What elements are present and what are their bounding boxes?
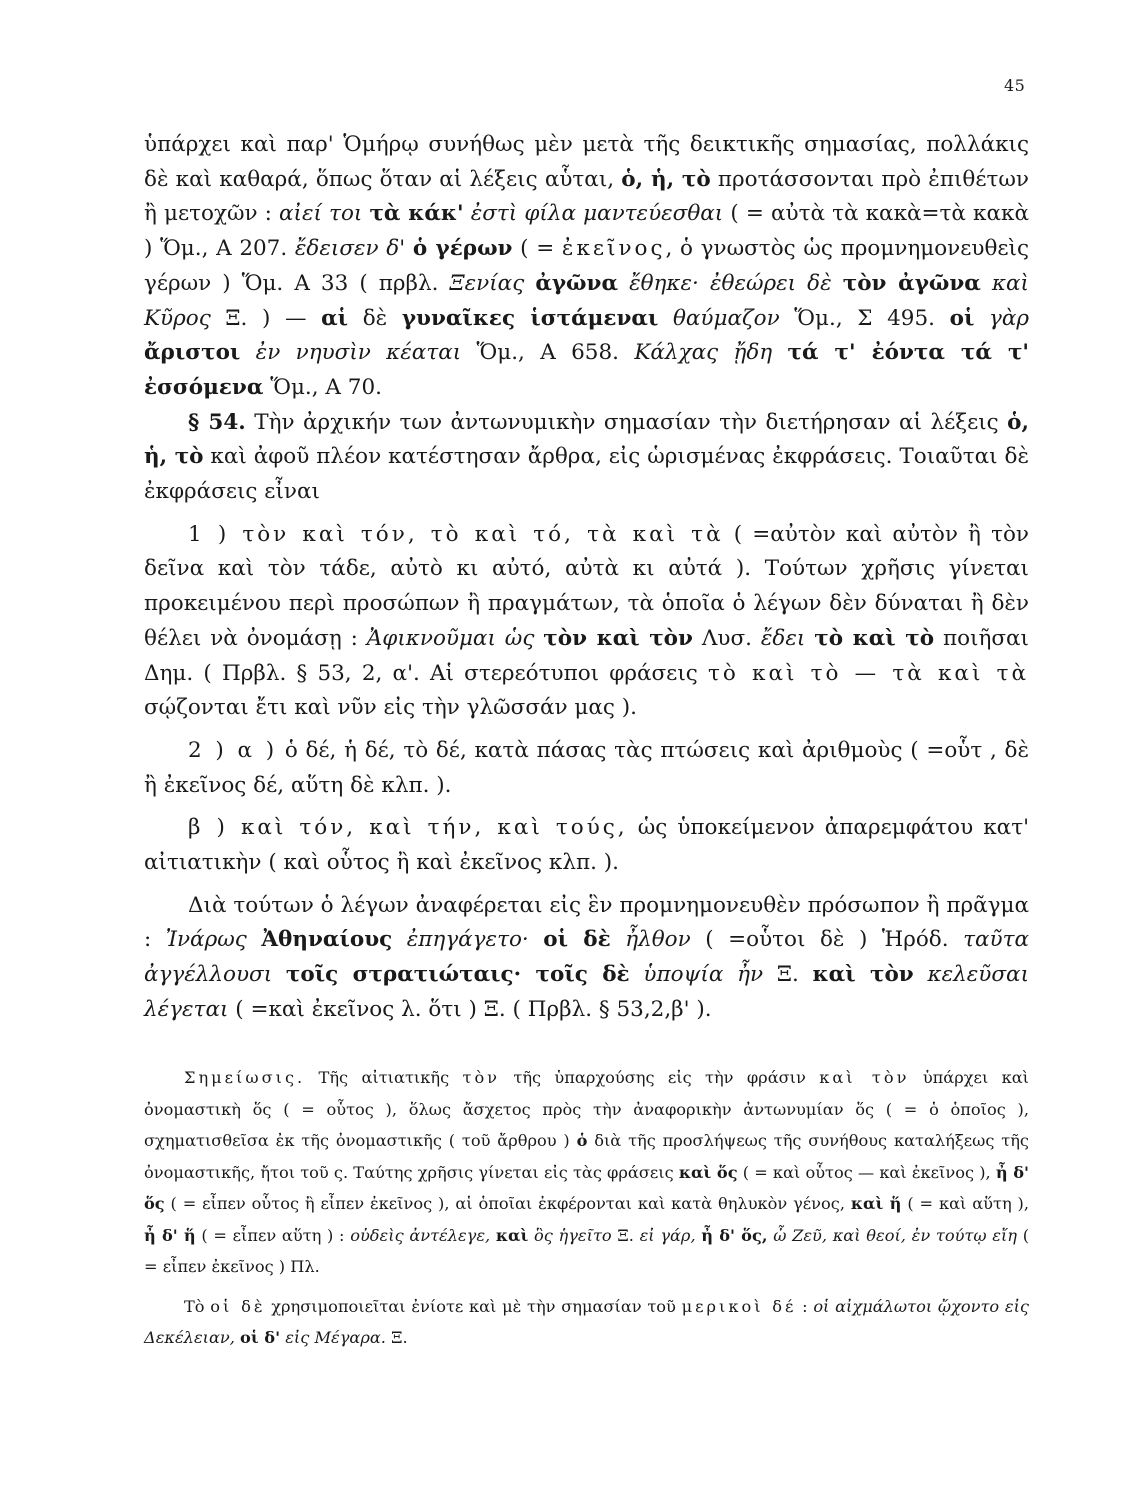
section-54-paragraph: § 54. Τὴν ἀρχικήν των ἀντωνυμικὴν σημασίαν τὴν διετήρησαν αἱ λέξεις ὁ, ἡ, τὸ καὶ ἀφοῦ πλέον κατέστησαν ἄρθρα, εἰς ὡρισμένας ἐκφράσεις. Τοιαῦται δὲ ἐκφράσεις εἶναι [144, 409, 1029, 505]
section-number: § 54. [188, 409, 246, 435]
item-2b-paragraph: β ) καὶ τόν, καὶ τήν, καὶ τούς, ὡς ὑποκείμενον ἀπαρεμφάτου κατ' αἰτιατικὴν ( καὶ οὗτος ἢ καὶ ἐκεῖνος κλπ. ). [144, 815, 1029, 876]
reference-paragraph: Διὰ τούτων ὁ λέγων ἀναφέρεται εἰς ἓν προμνημονευθὲν πρόσωπον ἢ πρᾶγμα : Ἰνάρως Ἀθηναίους ἐπηγάγετο· οἱ δὲ ἦλθον ( =οὗτοι δὲ ) Ἡρόδ. ταῦτα ἀγγέλλουσι τοῖς στρατιώταις· τοῖς δὲ ὑποψία ἦν Ξ. καὶ τὸν κελεῦσαι λέγεται ( =καὶ ἐκεῖνος λ. ὅτι ) Ξ. ( Πρβλ. § 53,2,β' ). [144, 892, 1030, 1022]
item-2a-paragraph: 2 ) α ) ὁ δέ, ἡ δέ, τὸ δέ, κατὰ πάσας τὰς πτώσεις καὶ ἀριθμοὺς ( =οὗτ , δὲ ἢ ἐκεῖνος δέ, αὕτη δὲ κλπ. ). [144, 737, 1029, 798]
note-paragraph-1: Σημείωσις. Τῆς αἰτιατικῆς τὸν τῆς ὑπαρχούσης εἰς τὴν φράσιν καὶ τὸν ὑπάρχει καὶ ὀνομαστικὴ ὅς ( = οὗτος ), ὅλως ἄσχετος πρὸς τὴν ἀναφορικὴν ἀντωνυμίαν ὅς ( = ὁ ὁποῖος ), σχηματισθεῖσα ἐκ τῆς ὀνομαστικῆς ( τοῦ ἄρθρου ) ὁ διὰ τῆς προσλήψεως τῆς συνήθους καταλήξεως τῆς ὀνομαστικῆς, ἤτοι τοῦ ς. Ταύτης χρῆσις γίνεται εἰς τὰς φράσεις καὶ ὅς ( = καὶ οὗτος — καὶ ἐκεῖνος ), ἦ δ' ὅς ( = εἶπεν οὗτος ἢ εἶπεν ἐκεῖνος ), αἱ ὁποῖαι ἐκφέρονται καὶ κατὰ θηλυκὸν γένος, καὶ ἥ ( = καὶ αὕτη ), ἦ δ' ἥ ( = εἶπεν αὕτη ) : οὐδεὶς ἀντέλεγε, καὶ ὃς ἡγεῖτο Ξ. εἰ γάρ, ἦ δ' ὅς, ὦ Ζεῦ, καὶ θεοί, ἐν τούτῳ εἴη ( = εἶπεν ἐκεῖνος ) Πλ. [144, 1068, 1030, 1276]
note-paragraph-2: Τὸ οἱ δὲ χρησιμοποιεῖται ἐνίοτε καὶ μὲ τὴν σημασίαν τοῦ μερικοὶ δέ : οἱ αἰχμάλωτοι ᾤχοντο εἰς Δεκέλειαν, οἱ δ' εἰς Μέγαρα. Ξ. [144, 1296, 1029, 1347]
footnote-block [144, 1062, 1029, 1354]
page-number: 45 [1004, 76, 1026, 95]
item-1-paragraph: 1 ) τὸν καὶ τόν, τὸ καὶ τό, τὰ καὶ τὰ ( =αὐτὸν καὶ αὐτὸν ἢ τὸν δεῖνα καὶ τὸν τάδε, αὐτὸ κι αὐτό, αὐτὰ κι αὐτά ). Τούτων χρῆσις γίνεται προκειμένου περὶ προσώπων ἢ πραγμάτων, τὰ ὁποῖα ὁ λέγων δὲν δύναται ἢ δὲν θέλει νὰ ὀνομάσῃ : Ἀφικνοῦμαι ὡς τὸν καὶ τὸν Λυσ. ἔδει τὸ καὶ τὸ ποιῆσαι Δημ. ( Πρβλ. § 53, 2, α'. Αἱ στερεότυποι φράσεις τὸ καὶ τὸ — τὰ καὶ τὰ σῴζονται ἔτι καὶ νῦν εἰς τὴν γλῶσσάν μας ). [144, 521, 1029, 721]
main-text [144, 128, 1029, 1028]
paragraph-1: ὑπάρχει καὶ παρ' Ὁμήρῳ συνήθως μὲν μετὰ τῆς δεικτικῆς σημασίας, πολλάκις δὲ καὶ καθαρά, ὅπως ὅταν αἱ λέξεις αὗται, ὁ, ἡ, τὸ προτάσσονται πρὸ ἐπιθέτων ἢ μετοχῶν : αἰεί τοι τὰ κάκ' ἐστὶ φίλα μαντεύεσθαι ( = αὐτὰ τὰ κακὰ=τὰ κακὰ ) Ὅμ., Α 207. ἔδεισεν δ' ὁ γέρων ( = ἐκεῖνος, ὁ γνωστὸς ὡς προμνημονευθεὶς γέρων ) Ὅμ. Α 33 ( πρβλ. Ξενίας ἀγῶνα ἔθηκε· ἐθεώρει δὲ τὸν ἀγῶνα καὶ Κῦρος Ξ. ) — αἱ δὲ γυναῖκες ἱστάμεναι θαύμαζον Ὅμ., Σ 495. οἱ γὰρ ἄριστοι ἐν νηυσὶν κέαται Ὅμ., Α 658. Κάλχας ᾔδη τά τ' ἐόντα τά τ' ἐσσόμενα Ὅμ., Α 70. [144, 132, 1030, 400]
